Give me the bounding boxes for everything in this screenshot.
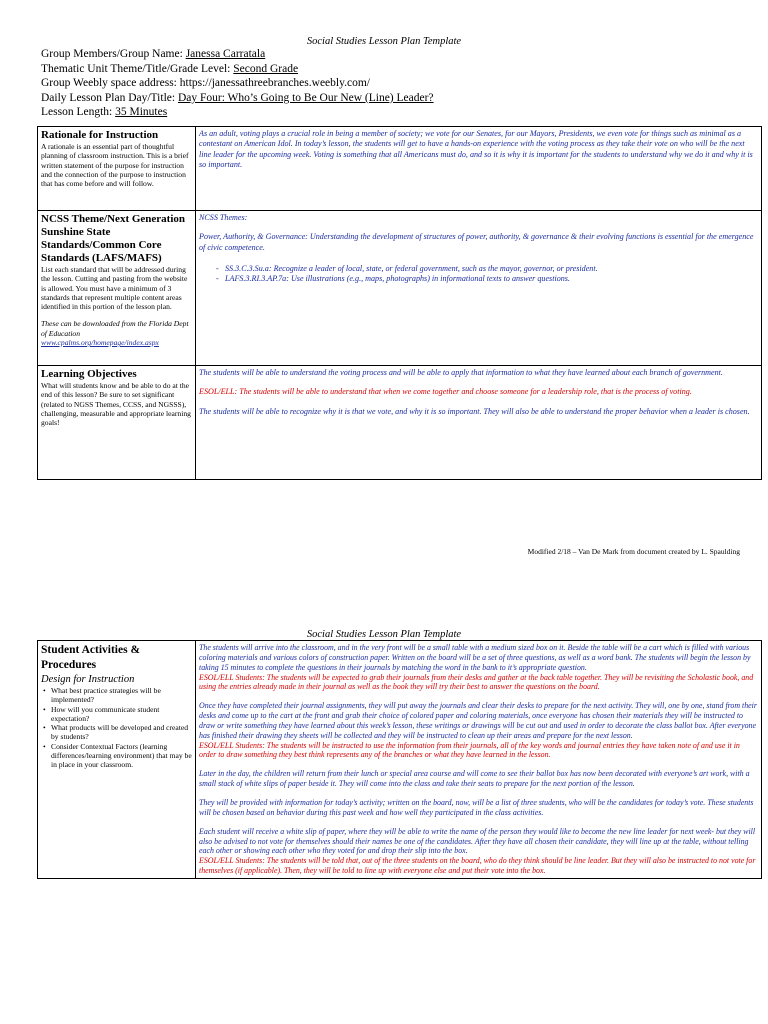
rationale-text: As an adult, voting plays a crucial role in being a member of society; we vote for our Senates, for our Mayors, Presidents, we even vote for things such as minimal as a contestant on American Idol. In today’s lesson, the students will get to have a hands-on experience with the voting process as they take their vote on who will be the next line leader for the upcoming week. Voting is something that all Americans must do, and so it is why it is important for the students to understand why we do it and why it is so important. bbox=[199, 129, 753, 169]
objectives-row bbox=[38, 366, 762, 480]
standard-item: - SS.3.C.3.Su.a: Recognize a leader of local, state, or federal government, such as the mayor, governor, or president. bbox=[225, 264, 758, 274]
meta-lesson-length bbox=[41, 105, 434, 120]
activities-row bbox=[38, 641, 762, 879]
lesson-meta bbox=[41, 47, 434, 120]
design-question: • What best practice strategies will be implemented? bbox=[47, 686, 192, 705]
design-question: • How will you communicate student expectation? bbox=[47, 705, 192, 724]
esol-paragraph: ESOL/ELL Students: The students will be instructed to use the information from their journals, all of the key words and journal entries they have taken note of and use it in order to draw something they best think represents any of the branches or what they have learned in the lesson. bbox=[199, 740, 740, 760]
objective-two: The students will be able to recognize why it is that we vote, and why it is so important. They will also be able to understand the proper behavior when a leader is chosen. bbox=[199, 406, 750, 416]
objective-one: The students will be able to understand the voting process and will be able to apply that information to what they have learned about each branch of government. bbox=[199, 368, 723, 377]
download-note: These can be downloaded from the Florida Dept of Education bbox=[41, 319, 189, 338]
activities-content-cell bbox=[196, 641, 762, 879]
meta-value: 35 Minutes bbox=[115, 106, 168, 119]
meta-weebly-address bbox=[41, 76, 434, 91]
procedure-paragraph: Once they have completed their journal assignments, they will put away the journals and clear their desks to prepare for the next activity. They will, one by one, stand from their desks and come up to the cart at the front and grab their choice of colored paper and coloring materials, once everyone has chosen their materials they will be instructed to draw or write something they have learned about this week’s lesson, these writings or drawings will be cut out and used in order to decorate the class ballot box. After everyone has finished their drawing they sheets will be collected and they will be instructed to clean up their areas and prepare for the next lesson. bbox=[199, 701, 757, 740]
objectives-description: What will students know and be able to do at the end of this lesson? Be sure to set significant (related to NGSS Themes, CCSS, and NGSSS), challenging, measurable and appropriate learning goals! bbox=[41, 381, 191, 428]
document-title: Social Studies Lesson Plan Template bbox=[306, 36, 462, 47]
standards-content-cell bbox=[196, 211, 762, 366]
procedure-paragraph: Later in the day, the children will return from their lunch or special area course and will come to see their ballot box has now been decorated with everyone’s art work, with a small stack of white slips of paper beside it. They will come into the class and take their seats to prepare for the next portion of the lesson. bbox=[199, 769, 750, 789]
meta-group-members bbox=[41, 47, 434, 62]
meta-label: Thematic Unit Theme/Title/Grade Level: bbox=[41, 62, 234, 75]
standards-label-cell bbox=[38, 211, 196, 366]
rationale-heading: Rationale for Instruction bbox=[41, 129, 159, 141]
activities-heading: Student Activities & Procedures bbox=[41, 644, 141, 671]
meta-value: Second Grade bbox=[233, 62, 299, 75]
activities-label-cell bbox=[38, 641, 196, 879]
standards-list bbox=[199, 264, 758, 285]
standards-description: List each standard that will be addressed during the lesson. Cutting and pasting from the website is allowed. You must have a minimum of 3 standards that represent multiple content areas identified in this portion of the lesson plan. bbox=[41, 265, 188, 312]
standards-row bbox=[38, 211, 762, 366]
lesson-table-page-one bbox=[37, 126, 762, 480]
esol-paragraph: ESOL/ELL Students: The students will be told that, out of the three students on the board, who do they think should be line leader. But they will also be instructed to not vote for themselves (if applicable). Then, they will be told to line up with everyone else and put their vote into the box. bbox=[199, 856, 756, 876]
rationale-description: A rationale is an essential part of thoughtful planning of classroom instruction. This is a brief written statement of the purpose for instruction and the connection of the purpose to instruction that has come before and will follow. bbox=[41, 142, 189, 189]
procedure-paragraph: The students will arrive into the classroom, and in the very front will be a small table with a medium sized box on it. Beside the table will be a cart which is filled with various coloring materials and various colors of construction paper. Written on the board will be a set of three questions, as well as a word bank. The students will begin the lesson by taking 15 minutes to complete the questions in their journals by matching the word in the bank to it’s appropriate question. bbox=[199, 643, 751, 672]
esol-paragraph: ESOL/ELL Students: The students will be expected to grab their journals from their desks and gather at the back table together. They will be revisiting the Scholastic book, and using the entries already made in their journal as well as the book they will try their best to answer the questions on the board. bbox=[199, 672, 754, 692]
meta-thematic-unit bbox=[41, 62, 434, 77]
lesson-table-page-two bbox=[37, 640, 762, 879]
meta-label: Group Weebly space address: bbox=[41, 77, 180, 90]
objectives-heading: Learning Objectives bbox=[41, 368, 137, 380]
design-questions bbox=[41, 686, 192, 770]
meta-label: Group Members/Group Name: bbox=[41, 48, 186, 60]
standards-heading: NCSS Theme/Next Generation Sunshine State Standards/Common Core Standards (LAFS/MAFS) bbox=[41, 213, 186, 264]
meta-value: Day Four: Who’s Going to Be Our New (Line) Leader? bbox=[177, 91, 434, 104]
rationale-content-cell bbox=[196, 127, 762, 211]
meta-label: Lesson Length: bbox=[41, 106, 116, 119]
weebly-link[interactable]: https://janessathreebranches.weebly.com/ bbox=[179, 77, 370, 90]
meta-value: Janessa Carratala bbox=[185, 48, 266, 60]
objective-esol: ESOL/ELL: The students will be able to understand that when we come together and choose someone for a leadership role, that is the process of voting. bbox=[199, 387, 692, 397]
rationale-row bbox=[38, 127, 762, 211]
cpalms-link[interactable]: www.cpalms.org/homepage/index.aspx bbox=[41, 338, 159, 348]
page-footer: Modified 2/18 – Van De Mark from document created by L. Spaulding bbox=[527, 547, 740, 556]
standard-item: - LAFS.3.RI.3.AP.7a: Use illustrations (e.g., maps, photographs) in informational texts to answer questions. bbox=[225, 274, 758, 284]
activities-subheading: Design for Instruction bbox=[41, 674, 135, 685]
objectives-content-cell bbox=[196, 366, 762, 480]
ncss-theme-text: Power, Authority, & Governance: Understanding the development of structures of power, authority, & governance & their evolving functions is essential for the emergence of civic competence. bbox=[199, 232, 754, 252]
objectives-label-cell bbox=[38, 366, 196, 480]
rationale-label-cell bbox=[38, 127, 196, 211]
document-title: Social Studies Lesson Plan Template bbox=[306, 629, 462, 640]
procedure-paragraph: Each student will receive a white slip of paper, where they will be able to write the name of the person they would like to become the new line leader for next week- but they will also be advised to not vote for themselves should their names be one of the candidates. After they have all chosen their candidate, they will line up at the table, without telling each other or showing each other who they voted for and drop their slip into the box. bbox=[199, 826, 756, 856]
ncss-themes-label: NCSS Themes: bbox=[199, 213, 248, 222]
page-two bbox=[0, 580, 768, 1024]
procedure-paragraph: They will be provided with information for today’s activity; written on the board, now, will be a list of three students, who will be the candidates for today’s vote. These students will be chosen based on behavior during this past week and how well they participated in the class activities. bbox=[199, 797, 754, 817]
design-question: • What products will be developed and created by students? bbox=[47, 723, 192, 742]
meta-lesson-title bbox=[41, 91, 434, 106]
meta-label: Daily Lesson Plan Day/Title: bbox=[41, 91, 178, 104]
design-question: • Consider Contextual Factors (learning differences/learning environment) that may be in place in your classroom. bbox=[47, 742, 192, 770]
